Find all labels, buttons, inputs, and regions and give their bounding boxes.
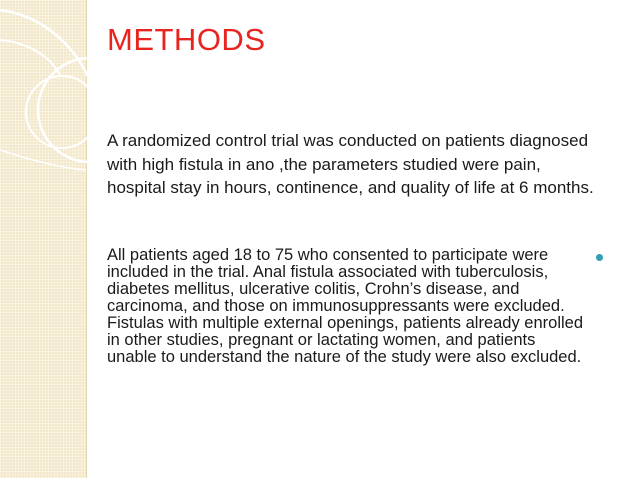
bullet-icon bbox=[596, 254, 603, 261]
methods-paragraph-2: All patients aged 18 to 75 who consented to participate were included in the trial. Anal fistula associated with tuberculosis, diabetes mellitus, ulcerative colitis, Crohn’s disease, and carcinoma, and those on immunosuppressants were excluded. Fistulas with multiple external openings, patients already enrolled in other studies, pregnant or lactating women, and patients unable to understand the nature of the study were also excluded. bbox=[107, 246, 584, 366]
slide-title: METHODS bbox=[107, 22, 266, 57]
methods-paragraph-1: A randomized control trial was conducted on patients diagnosed with high fistula in ano ,the parameters studied were pain, hospital stay in hours, continence, and quality of life at 6 months. bbox=[107, 131, 594, 197]
